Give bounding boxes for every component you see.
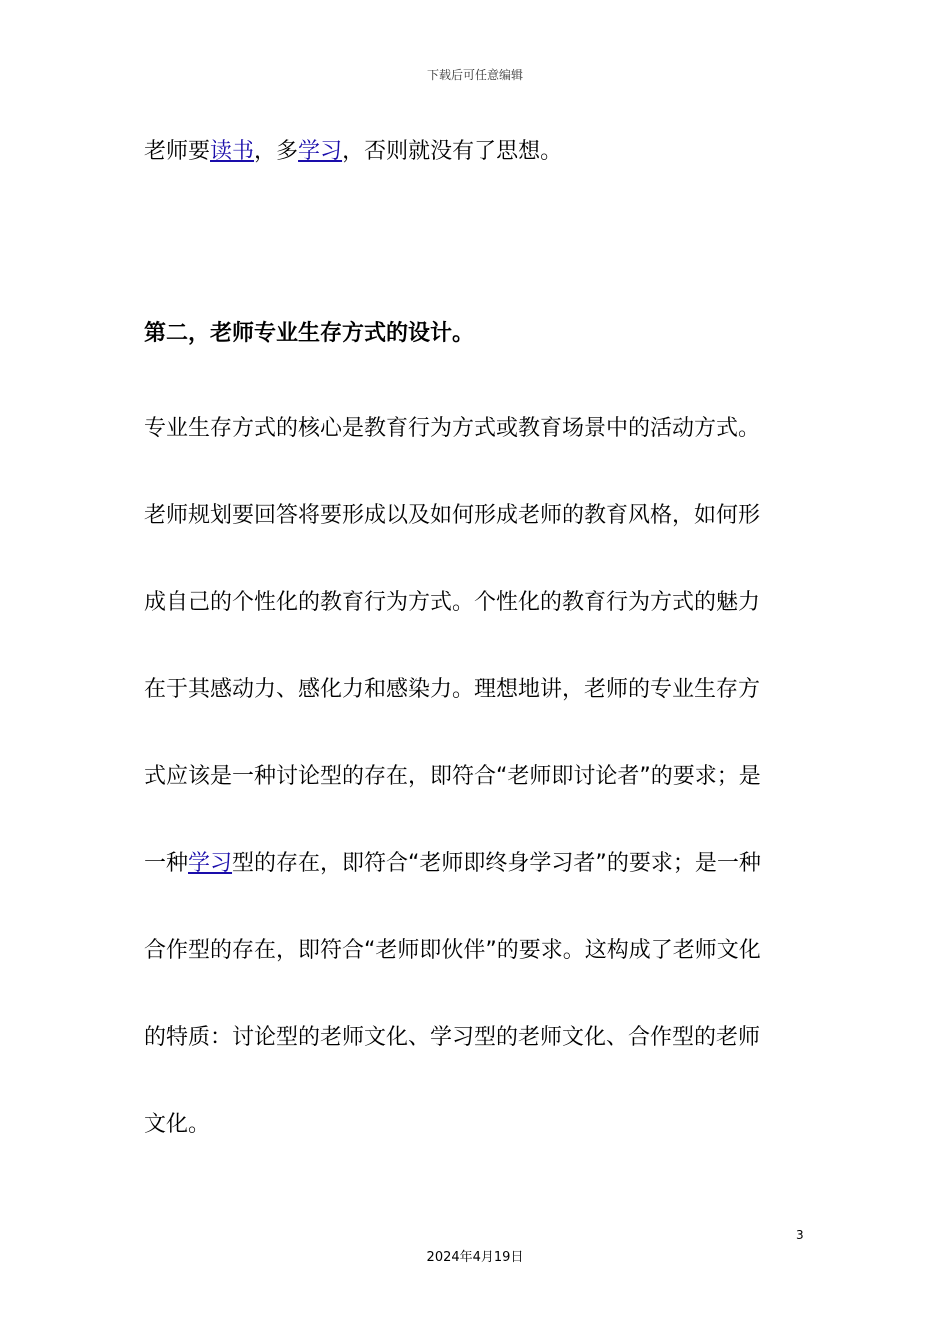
intro-text: ，否则就没有了思想。 xyxy=(342,139,563,164)
link-study[interactable]: 学习 xyxy=(298,139,343,164)
intro-text: 老师要 xyxy=(144,139,211,164)
paragraph-line: 成自己的个性化的教育行为方式。个性化的教育行为方式的魅力 xyxy=(144,590,761,615)
paragraph-line: 文化。 xyxy=(144,1112,211,1137)
section-heading: 第二，老师专业生存方式的设计。 xyxy=(144,321,475,346)
footer-date: 2024年4月19日 xyxy=(426,1250,524,1265)
header-note: 下载后可任意编辑 xyxy=(426,68,523,82)
link-study-inline[interactable]: 学习 xyxy=(188,851,233,876)
paragraph-line: 在于其感动力、感化力和感染力。理想地讲，老师的专业生存方 xyxy=(144,677,761,702)
paragraph-text: 型的存在，即符合“老师即终身学习者”的要求；是一种 xyxy=(232,851,761,876)
paragraph-line: 专业生存方式的核心是教育行为方式或教育场景中的活动方式。 xyxy=(144,416,761,441)
page-number: 3 xyxy=(796,1228,804,1242)
paragraph-text: 一种 xyxy=(144,851,189,876)
intro-line xyxy=(144,137,562,167)
paragraph-line: 式应该是一种讨论型的存在，即符合“老师即讨论者”的要求；是 xyxy=(144,764,761,789)
link-read-books[interactable]: 读书 xyxy=(210,139,255,164)
paragraph-line: 老师规划要回答将要形成以及如何形成老师的教育风格，如何形 xyxy=(144,503,761,528)
intro-text: ，多 xyxy=(254,139,299,164)
paragraph-line: 合作型的存在，即符合“老师即伙伴”的要求。这构成了老师文化 xyxy=(144,938,761,963)
paragraph-line: 的特质：讨论型的老师文化、学习型的老师文化、合作型的老师 xyxy=(144,1025,761,1050)
paragraph-line xyxy=(144,849,761,879)
